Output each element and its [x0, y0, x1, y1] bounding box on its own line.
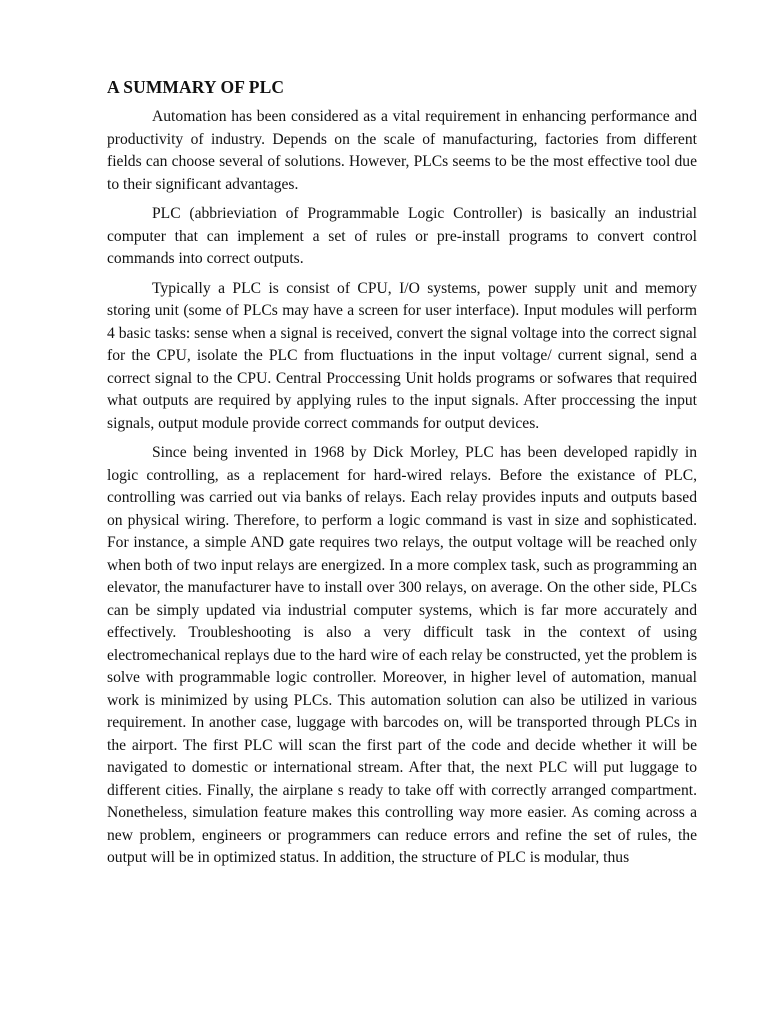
paragraph-plc-definition: PLC (abbrieviation of Programmable Logic Controller) is basically an industrial computer that can implement a set of rules or pre-install programs to convert control commands into correct outputs.: [107, 205, 697, 267]
paragraph-plc-history: Since being invented in 1968 by Dick Morley, PLC has been developed rapidly in logic controlling, as a replacement for hard-wired relays. Before the existance of PLC, controlling was carried out via banks of relays. Each relay provides inputs and outputs based on physical wiring. Therefore, to perform a logic command is vast in size and sophisticated. For instance, a simple AND gate requires two relays, the output voltage will be reached only when both of two input relays are energized. In a more complex task, such as programming an elevator, the manufacturer have to install over 300 relays, on average. On the other side, PLCs can be simply updated via industrial computer systems, which is far more accurately and effectively. Troubleshooting is also a very difficult task in the context of using electromechanical replays due to the hard wire of each relay be constructed, yet the problem is solve with programmable logic controller. Moreover, in higher level of automation, manual work is minimized by using PLCs. This automation solution can also be utilized in various requirement. In another case, luggage with barcodes on, will be transported through PLCs in the airport. The first PLC will scan the first part of the code and decide whether it will be navigated to domestic or international stream. After that, the next PLC will put luggage to different cities. Finally, the airplane s ready to take off with correctly arranged compartment. Nonetheless, simulation feature makes this controlling way more easier. As coming across a new problem, engineers or programmers can reduce errors and refine the set of rules, the output will be in optimized status. In addition, the structure of PLC is modular, thus: [107, 444, 697, 866]
paragraph-automation-intro: Automation has been considered as a vital requirement in enhancing performance and productivity of industry. Depends on the scale of manufacturing, factories from different fields can choose several of solutions. However, PLCs seems to be the most effective tool due to their significant advantages.: [107, 108, 697, 193]
paragraph-plc-components: Typically a PLC is consist of CPU, I/O systems, power supply unit and memory storing unit (some of PLCs may have a screen for user interface). Input modules will perform 4 basic tasks: sense when a signal is received, convert the signal voltage into the correct signal for the CPU, isolate the PLC from fluctuations in the input voltage/ current signal, send a correct signal to the CPU. Central Proccessing Unit holds programs or sofwares that required what outputs are required by applying rules to the input signals. After proccessing the input signals, output module provide correct commands for output devices.: [107, 279, 697, 432]
document-title: A SUMMARY OF PLC: [107, 77, 285, 97]
document-body: [107, 74, 697, 877]
